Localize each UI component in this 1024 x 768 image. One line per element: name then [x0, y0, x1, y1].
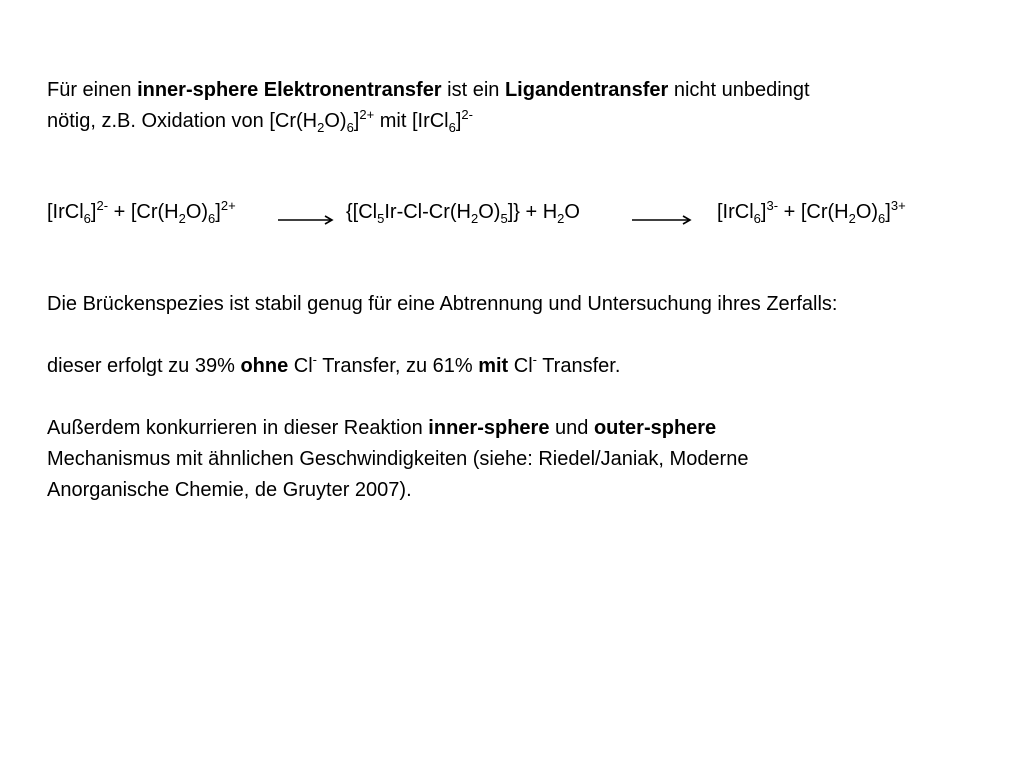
equation-products — [717, 197, 906, 228]
reaction-equation — [47, 197, 987, 228]
intro-paragraph — [47, 75, 810, 137]
charge-superscript: 2+ — [220, 198, 236, 213]
formula-text: ] — [90, 201, 97, 223]
formula-text: O) — [855, 201, 879, 223]
term-mit: mit — [478, 355, 509, 377]
formula-text: [IrCl — [47, 201, 84, 223]
term-ligand-transfer: Ligandentransfer — [504, 79, 669, 101]
bridge-species-paragraph: Die Brückenspezies ist stabil genug für eine Abtrennung und Untersuchung ihres Zerfalls: — [47, 293, 838, 315]
formula-text: ] — [215, 201, 221, 223]
body-text: Cl — [288, 355, 313, 377]
intro-text: ist ein — [441, 79, 505, 101]
term-inner-sphere: inner-sphere — [428, 417, 550, 439]
subscript: 2 — [557, 211, 565, 226]
charge-superscript: 3- — [766, 198, 779, 213]
formula-text: O — [564, 201, 580, 223]
body-text: Cl — [508, 355, 533, 377]
body-text: Außerdem konkurrieren in dieser Reaktion — [47, 417, 429, 439]
formula-text: + [Cr(H — [778, 201, 849, 223]
subscript: 2 — [178, 211, 186, 226]
intro-text: Für einen — [47, 79, 138, 101]
charge-superscript: 2+ — [359, 107, 375, 122]
body-text: dieser erfolgt zu 39% — [47, 355, 241, 377]
mechanism-paragraph — [47, 413, 748, 506]
formula-text: {[Cl — [346, 201, 378, 223]
reaction-arrow-icon — [278, 214, 334, 226]
formula-text: O) — [185, 201, 209, 223]
body-text: und — [549, 417, 594, 439]
charge-superscript: - — [312, 352, 318, 367]
reaction-arrow-icon — [632, 214, 692, 226]
intro-text: ] — [353, 110, 360, 132]
body-text: Transfer, zu 61% — [317, 355, 479, 377]
term-outer-sphere: outer-sphere — [593, 417, 717, 439]
citation-text: Anorganische Chemie, de Gruyter 2007). — [47, 479, 412, 501]
intro-text: mit [IrCl — [374, 110, 449, 132]
subscript: 5 — [377, 211, 385, 226]
subscript: 6 — [878, 211, 886, 226]
formula-text: ]} + H — [507, 201, 558, 223]
equation-intermediate — [346, 197, 580, 228]
charge-superscript: 3+ — [890, 198, 906, 213]
equation-reactants — [47, 197, 236, 228]
formula-text: Ir-Cl-Cr(H — [384, 201, 471, 223]
intro-text: O) — [324, 110, 347, 132]
term-ohne: ohne — [240, 355, 289, 377]
subscript: 6 — [83, 211, 91, 226]
intro-text: nötig, z.B. Oxidation von [Cr(H — [47, 110, 318, 132]
subscript: 6 — [346, 120, 354, 135]
formula-text: O) — [478, 201, 501, 223]
subscript: 5 — [500, 211, 508, 226]
charge-superscript: 2- — [461, 107, 473, 122]
subscript: 2 — [848, 211, 856, 226]
charge-superscript: 2- — [96, 198, 109, 213]
formula-text: + [Cr(H — [108, 201, 179, 223]
formula-text: [IrCl — [717, 201, 754, 223]
intro-text: ] — [455, 110, 462, 132]
charge-superscript: - — [532, 352, 538, 367]
subscript: 6 — [208, 211, 216, 226]
formula-text: ] — [885, 201, 891, 223]
subscript: 2 — [471, 211, 479, 226]
subscript: 6 — [448, 120, 456, 135]
subscript: 6 — [753, 211, 761, 226]
intro-text: nicht unbedingt — [668, 79, 810, 101]
formula-text: ] — [760, 201, 767, 223]
term-inner-sphere-electron-transfer: inner-sphere Elektronentransfer — [137, 79, 442, 101]
subscript: 2 — [317, 120, 325, 135]
decomposition-paragraph — [47, 351, 620, 382]
body-text: Transfer. — [537, 355, 621, 377]
body-text: Mechanismus mit ähnlichen Geschwindigkeiten (siehe: Riedel/Janiak, Moderne — [47, 448, 749, 470]
